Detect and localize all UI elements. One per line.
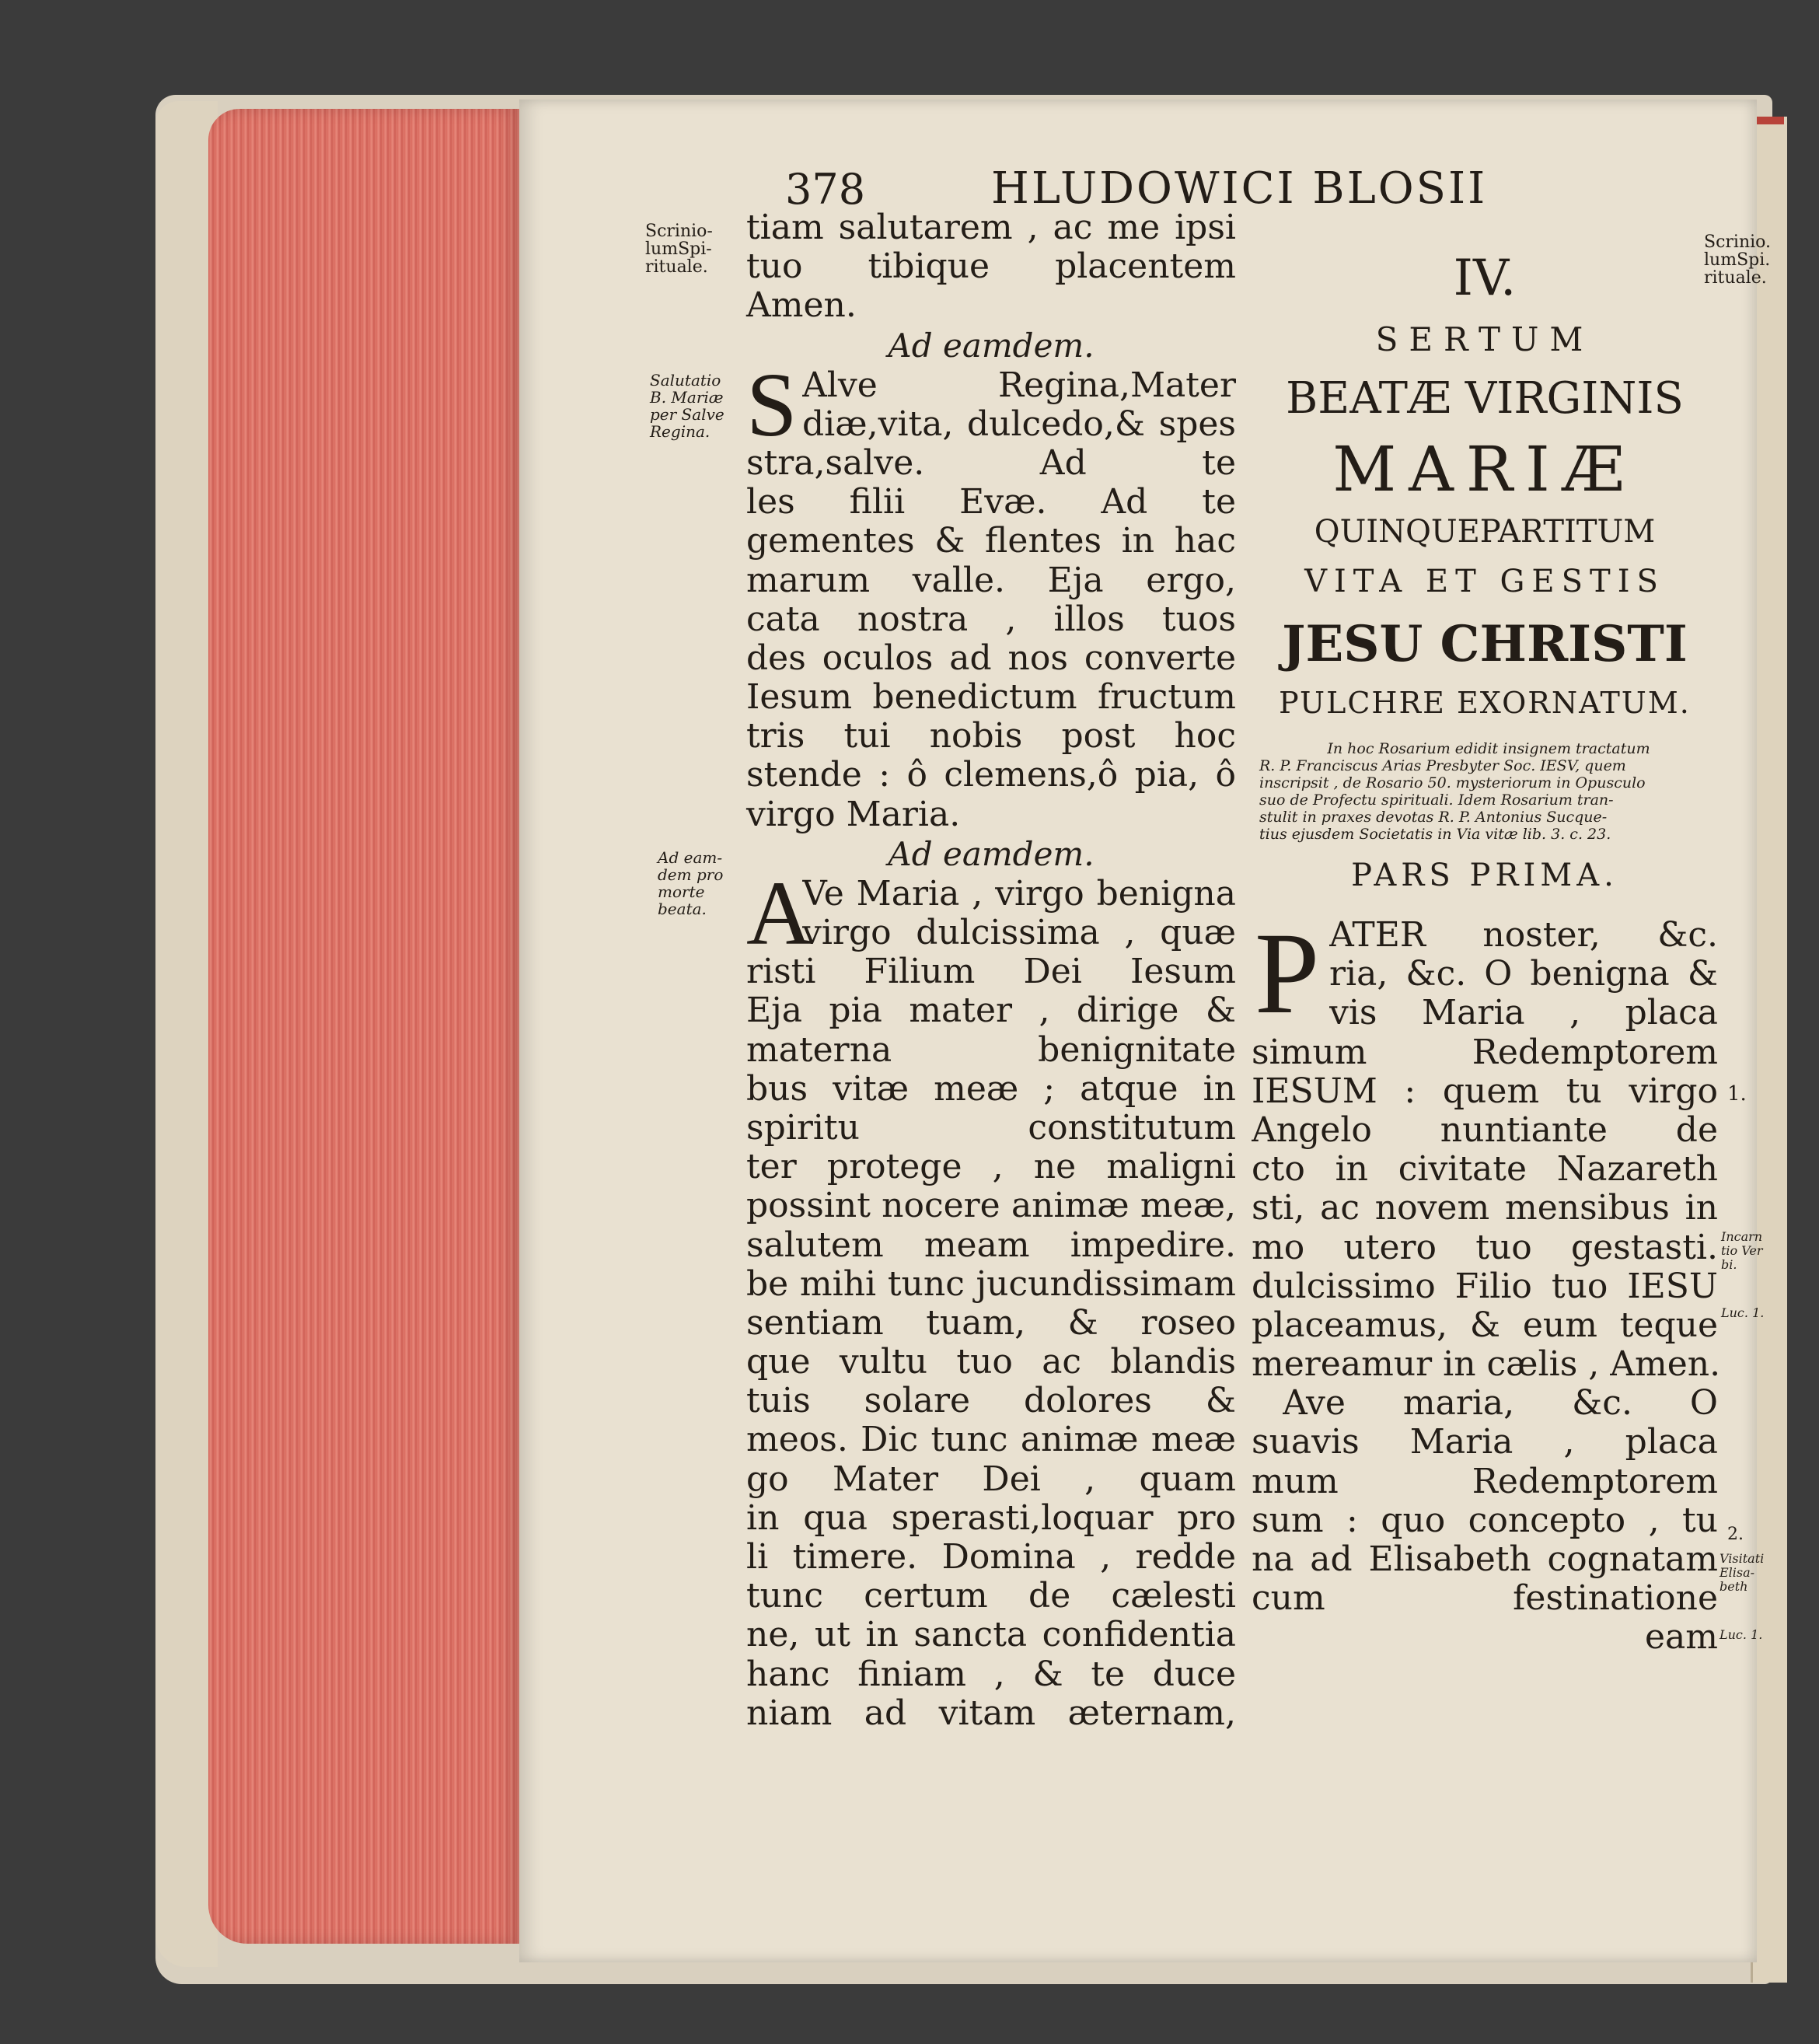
margin-number: 1.: [1727, 1082, 1747, 1106]
margin-note-salutatio: Salutatio B. Mariæ per Salve Regina.: [650, 371, 724, 441]
margin-note-ad-eamdem: Ad eam- dem pro morte beata.: [658, 848, 724, 918]
text-line: possint nocere animæ meæ,: [746, 1186, 1236, 1226]
text-line: marum valle. Eja ergo,: [746, 561, 1236, 600]
title-line: QUINQUEPARTITUM: [1314, 514, 1656, 550]
drop-cap: P: [1255, 909, 1320, 1038]
text-line: ter protege , ne maligni: [746, 1148, 1236, 1187]
text-line: meos. Dic tunc animæ meæ: [746, 1420, 1236, 1460]
text-line: Ve Maria , virgo benigna: [802, 874, 1236, 914]
text-line: virgo dulcissima , quæ: [802, 914, 1236, 953]
pater-paragraph: [1252, 909, 1721, 1385]
text-line: mereamur in cælis , Amen.: [1252, 1344, 1721, 1385]
text-line: Iesum benedictum fructum: [746, 678, 1236, 718]
footnote-block: [1252, 740, 1718, 843]
title-line: VITA ET GESTIS: [1304, 564, 1665, 599]
margin-note-incarnatio: Incarn tio Ver bi.: [1721, 1229, 1763, 1272]
text-line: sti, ac novem mensibus in: [1252, 1189, 1718, 1228]
text-line: Amen.: [746, 285, 857, 326]
text-line: tiam salutarem , ac me ipsi: [746, 208, 1236, 247]
right-column: [1252, 247, 1721, 1658]
text-line: tunc certum de cælesti: [746, 1577, 1236, 1616]
title-line: SERTUM: [1375, 320, 1594, 358]
text-line: stra,salve. Ad te: [746, 443, 1236, 483]
text-line: na ad Elisabeth cognatam: [1252, 1540, 1718, 1580]
drop-cap: A: [746, 861, 813, 964]
text-line: cata nostra , illos tuos: [746, 599, 1236, 639]
text-line: ne, ut in sancta confidentia: [746, 1616, 1236, 1655]
text-line: des oculos ad nos converte: [746, 638, 1236, 678]
title-line: JESU CHRISTI: [1282, 615, 1688, 673]
note-line: In hoc Rosarium edidit insignem tractatum: [1327, 740, 1650, 757]
margin-number: 2.: [1727, 1525, 1744, 1544]
margin-note-scrinio-right: Scrinio. lumSpi. rituale.: [1704, 232, 1772, 288]
drop-cap: S: [746, 353, 798, 456]
text-line: risti Filium Dei Iesum: [746, 952, 1236, 992]
margin-note-luc: Luc. 1.: [1719, 1627, 1763, 1642]
text-line: go Mater Dei , quam: [746, 1459, 1236, 1499]
text-line: cum festinatione: [1252, 1579, 1718, 1619]
text-line: cto in civitate Nazareth: [1252, 1150, 1718, 1190]
text-line: mum Redemptorem: [1252, 1462, 1718, 1501]
note-line: R. P. Franciscus Arias Presbyter Soc. IESV, quem: [1259, 757, 1626, 774]
text-line: vis Maria , placa: [1329, 994, 1718, 1033]
text-line: hanc finiam , & te duce: [746, 1654, 1236, 1694]
section-heading: PARS PRIMA.: [1351, 858, 1618, 893]
text-line: suavis Maria , placa: [1252, 1423, 1718, 1462]
running-head: HLUDOWICI BLOSII: [991, 163, 1488, 214]
text-line: be mihi tunc jucundissimam: [746, 1264, 1236, 1304]
text-line: ria, &c. O benigna &: [1329, 955, 1718, 994]
text-line: tuo tibique placentem: [746, 247, 1236, 287]
text-line: gementes & flentes in hac: [746, 522, 1236, 561]
note-line: tius ejusdem Societatis in Via vitæ lib. 3. c. 23.: [1259, 826, 1611, 843]
text-line: diæ,vita, dulcedo,& spes: [802, 404, 1236, 444]
text-line: tris tui nobis post hoc: [746, 717, 1236, 756]
text-line: stende : ô clemens,ô pia, ô: [746, 756, 1236, 795]
title-line: PULCHRE EXORNATUM.: [1279, 686, 1691, 720]
text-line: tuis solare dolores &: [746, 1382, 1236, 1421]
text-line: sentiam tuam, & roseo: [746, 1303, 1236, 1343]
catchword: eam: [1645, 1617, 1718, 1658]
margin-note-visitatio: Visitati Elisa- beth: [1719, 1551, 1765, 1594]
text-line: simum Redemptorem: [1252, 1032, 1718, 1072]
section-numeral: IV.: [1453, 250, 1517, 307]
note-line: inscripsit , de Rosario 50. mysteriorum in Opusculo: [1259, 774, 1646, 791]
text-line: sum : quo concepto , tu: [1252, 1501, 1718, 1540]
left-column: [746, 208, 1236, 1733]
note-line: stulit in praxes devotas R. P. Antonius Sucque-: [1259, 809, 1608, 826]
page-edges: [208, 109, 519, 1944]
text-line: IESUM : quem tu virgo: [1252, 1071, 1718, 1111]
text-line: salutem meam impedire.: [746, 1225, 1236, 1265]
ave-second-paragraph: [1252, 1384, 1718, 1657]
text-line: li timere. Domina , redde: [746, 1538, 1236, 1578]
margin-note-luc: Luc. 1.: [1721, 1305, 1765, 1320]
text-line: virgo Maria.: [746, 794, 961, 834]
text-line: Eja pia mater , dirige &: [746, 991, 1236, 1031]
text-line: que vultu tuo ac blandis: [746, 1343, 1236, 1382]
section-heading: Ad eamdem.: [888, 834, 1095, 873]
text-line: les filii Evæ. Ad te: [746, 483, 1236, 522]
text-line: bus vitæ meæ ; atque in: [746, 1069, 1236, 1109]
text-line: materna benignitate: [746, 1030, 1236, 1070]
note-line: suo de Profectu spirituali. Idem Rosarium tran-: [1259, 791, 1614, 809]
text-line: spiritu constitutum: [746, 1108, 1236, 1148]
text-line: dulcissimo Filio tuo IESU: [1252, 1267, 1718, 1306]
page-number: 378: [785, 165, 866, 214]
section-heading: Ad eamdem.: [888, 326, 1095, 365]
text-line: Angelo nuntiante de: [1252, 1110, 1718, 1150]
ave-maria-paragraph: [746, 861, 1236, 1733]
salve-regina-paragraph: [746, 353, 1236, 834]
text-line: placeamus, & eum teque: [1252, 1305, 1718, 1345]
text-line: niam ad vitam æternam,: [746, 1693, 1236, 1733]
text-line: ATER noster, &c.: [1329, 916, 1718, 955]
title-line: BEATÆ VIRGINIS: [1286, 373, 1684, 424]
text-line: in qua sperasti,loquar pro: [746, 1498, 1236, 1538]
text-line: Ave maria, &c. O: [1283, 1384, 1718, 1424]
text-line: Alve Regina,Mater: [802, 365, 1236, 405]
text-line: mo utero tuo gestasti.: [1252, 1228, 1718, 1267]
margin-note-scrinio: Scrinio- lumSpi- rituale.: [645, 222, 713, 277]
title-line: MARIÆ: [1332, 433, 1637, 505]
